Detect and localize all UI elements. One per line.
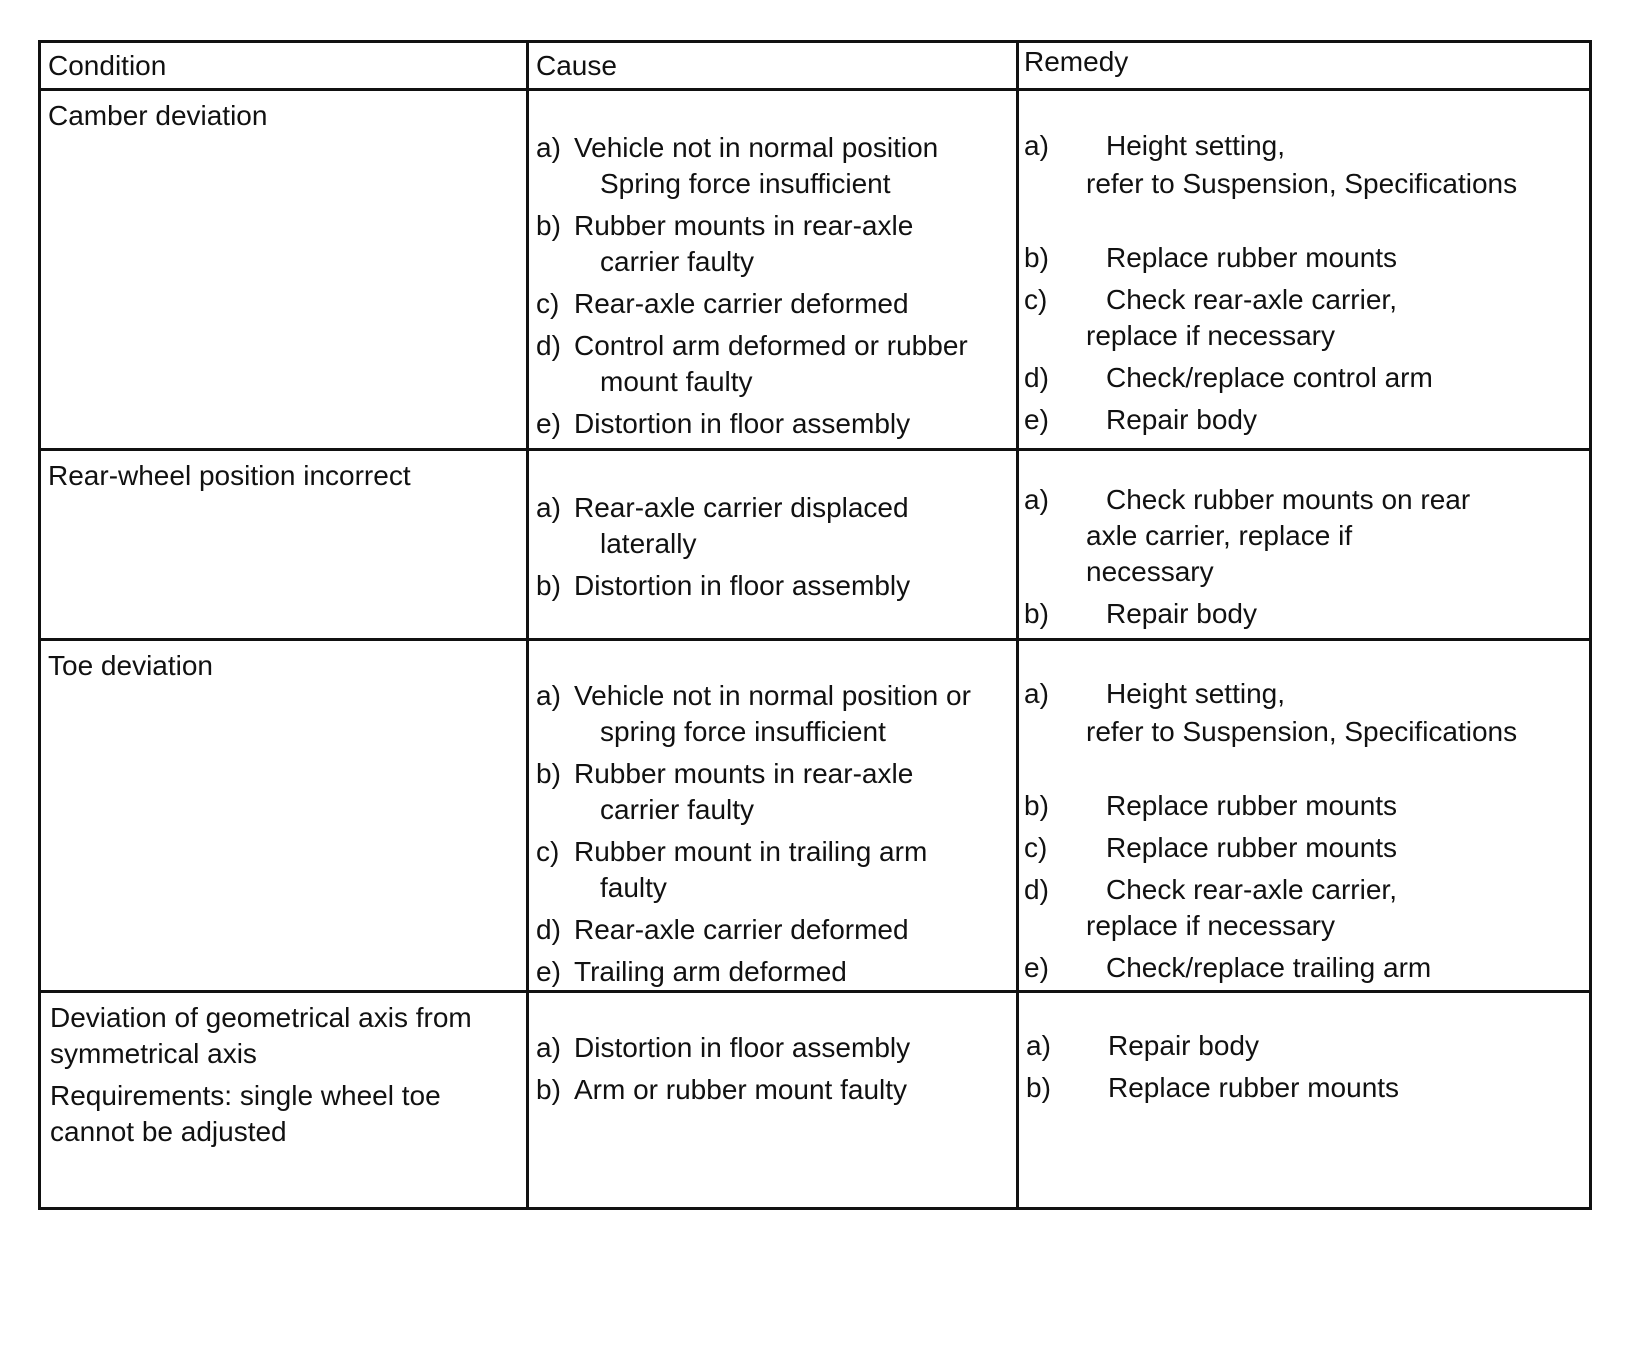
cause-item: b) Rubber mounts in rear-axle carrier faulty [536, 210, 914, 277]
cause-item: d) Rear-axle carrier deformed [536, 914, 909, 945]
row-divider [38, 448, 1592, 451]
cause-item: b) Distortion in floor assembly [536, 570, 911, 601]
cause-item: b) Rubber mounts in rear-axle carrier faulty [536, 758, 914, 825]
cause-item: a) Distortion in floor assembly [536, 1032, 911, 1063]
row-divider [38, 638, 1592, 641]
cause-item: b) Arm or rubber mount faulty [536, 1074, 908, 1105]
remedy-item: b) Repair body [1024, 598, 1257, 629]
remedy-item: a) Check rubber mounts on rear [1024, 484, 1471, 515]
cause-cell [536, 130, 1006, 448]
remedy-item: b) Replace rubber mounts [1024, 242, 1398, 273]
condition-text: Camber deviation [48, 100, 268, 131]
remedy-item: e) Repair body [1024, 404, 1257, 435]
remedy-continuation: axle carrier, replace if necessary [1086, 520, 1353, 587]
condition-cell [50, 1000, 510, 1150]
condition-text: Deviation of geometrical axis from symmetrical axis [50, 1002, 472, 1069]
header-divider [38, 88, 1592, 91]
header-cause: Cause [536, 50, 617, 81]
condition-cell [48, 648, 508, 684]
cause-item: a) Vehicle not in normal position Spring force insufficient [536, 132, 939, 199]
condition-text: Rear-wheel position incorrect [48, 460, 411, 491]
cause-cell [536, 490, 1006, 610]
cause-cell [536, 678, 1006, 996]
cause-item: a) Vehicle not in normal position or spring force insufficient [536, 680, 971, 747]
cause-item: a) Rear-axle carrier displaced laterally [536, 492, 909, 559]
condition-text: Toe deviation [48, 650, 214, 681]
remedy-item: b) Replace rubber mounts [1024, 790, 1398, 821]
remedy-cell [1024, 676, 1584, 992]
condition-cell [48, 458, 508, 494]
remedy-item: c) Check rear-axle carrier, [1024, 284, 1397, 315]
remedy-item: e) Check/replace trailing arm [1024, 952, 1432, 983]
remedy-item: d) Check/replace control arm [1024, 362, 1433, 393]
cause-item: e) Trailing arm deformed [536, 956, 847, 987]
remedy-item: d) Check rear-axle carrier, [1024, 874, 1397, 905]
remedy-cell [1026, 1028, 1566, 1112]
remedy-continuation: refer to Suspension, Specifications [1086, 168, 1518, 199]
column-divider [526, 40, 529, 1210]
cause-item: d) Control arm deformed or rubber mount faulty [536, 330, 968, 397]
cause-item: e) Distortion in floor assembly [536, 408, 911, 439]
column-divider [1016, 40, 1019, 1210]
remedy-item: c) Replace rubber mounts [1024, 832, 1398, 863]
remedy-item: a) Height setting, [1024, 130, 1285, 161]
remedy-continuation: refer to Suspension, Specifications [1086, 716, 1518, 747]
remedy-item: a) Repair body [1026, 1030, 1259, 1061]
remedy-cell [1024, 128, 1584, 444]
cause-item: c) Rear-axle carrier deformed [536, 288, 909, 319]
troubleshooting-table [38, 40, 1592, 1210]
remedy-continuation: replace if necessary [1086, 910, 1336, 941]
remedy-item: b) Replace rubber mounts [1026, 1072, 1400, 1103]
condition-requirements: Requirements: single wheel toe cannot be adjusted [50, 1080, 441, 1147]
condition-cell [48, 98, 508, 134]
cause-item: c) Rubber mount in trailing arm faulty [536, 836, 928, 903]
cause-cell [536, 1030, 1006, 1114]
remedy-cell [1024, 482, 1524, 638]
remedy-continuation: replace if necessary [1086, 320, 1336, 351]
remedy-item: a) Height setting, [1024, 678, 1285, 709]
header-remedy: Remedy [1024, 46, 1129, 77]
header-condition: Condition [48, 50, 167, 81]
